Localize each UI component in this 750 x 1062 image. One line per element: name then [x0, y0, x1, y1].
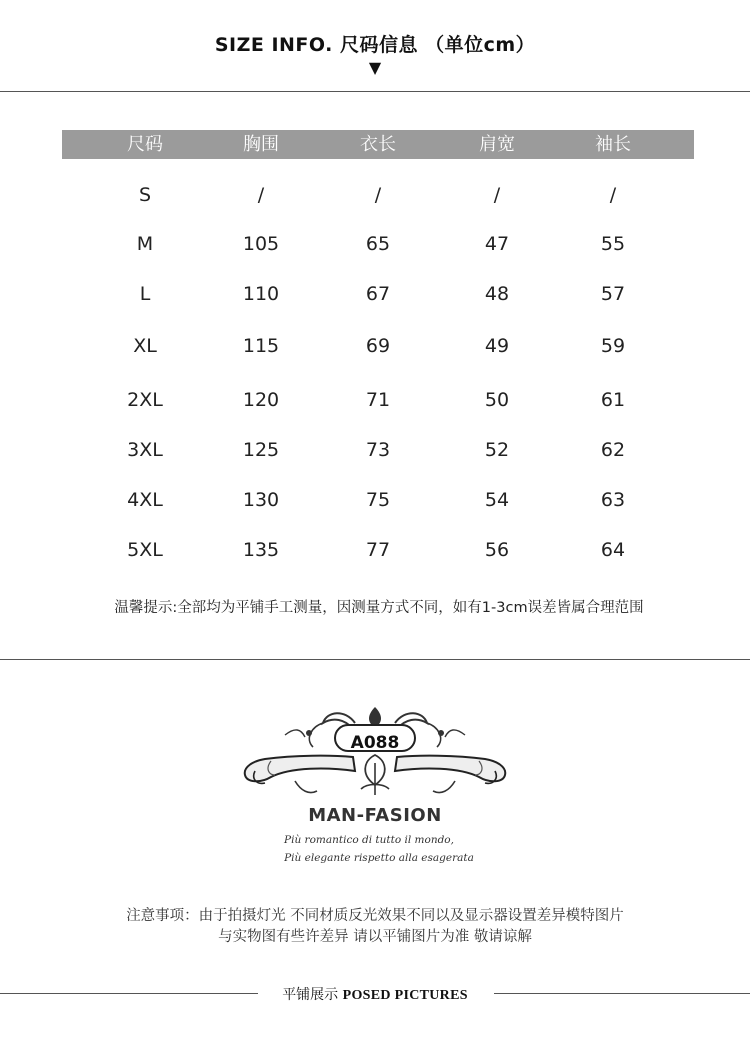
table-cell: 2XL — [127, 389, 163, 411]
table-row — [0, 279, 750, 309]
table-cell: 130 — [242, 489, 280, 511]
table-cell: 65 — [365, 233, 391, 255]
table-cell: 125 — [242, 439, 280, 461]
table-cell: 64 — [600, 539, 626, 561]
table-row — [0, 485, 750, 515]
table-cell: 120 — [242, 389, 280, 411]
size-info-title: SIZE INFO. 尺码信息 （单位cm） — [214, 34, 536, 56]
logo-code: A088 — [350, 733, 400, 753]
table-cell: 77 — [365, 539, 391, 561]
column-header-size: 尺码 — [127, 134, 163, 155]
table-cell: 62 — [600, 439, 626, 461]
section-title-en: POSED PICTURES — [342, 988, 468, 1003]
table-cell: 57 — [600, 283, 626, 305]
table-row — [0, 435, 750, 465]
table-cell: 75 — [365, 489, 391, 511]
middle-divider — [0, 659, 750, 660]
table-cell: 49 — [484, 335, 510, 357]
table-cell: 55 — [600, 233, 626, 255]
table-cell: 105 — [242, 233, 280, 255]
notice-line-1: 注意事项：由于拍摄灯光 不同材质反光效果不同以及显示器设置差异模特图片 — [126, 908, 624, 924]
table-cell: 59 — [600, 335, 626, 357]
table-cell: 61 — [600, 389, 626, 411]
table-cell: 52 — [484, 439, 510, 461]
down-arrow-icon: ▼ — [368, 58, 382, 77]
table-row — [0, 331, 750, 361]
column-header-chest: 胸围 — [243, 134, 279, 155]
table-cell: 47 — [484, 233, 510, 255]
notice-line-2: 与实物图有些许差异 请以平铺图片为准 敬请谅解 — [218, 929, 532, 945]
table-cell: 63 — [600, 489, 626, 511]
size-table-header — [62, 130, 694, 159]
table-cell: 110 — [242, 283, 280, 305]
section-title-cn: 平铺展示 — [282, 987, 339, 1003]
table-cell: 56 — [484, 539, 510, 561]
table-row — [0, 229, 750, 259]
table-cell: 71 — [365, 389, 391, 411]
table-cell: 115 — [242, 335, 280, 357]
table-cell: 5XL — [127, 539, 163, 561]
brand-tagline-1: Più romantico di tutto il mondo, — [284, 834, 454, 846]
ornament-banner-icon — [235, 705, 515, 805]
brand-name: MAN-FASION — [308, 805, 442, 826]
table-cell: 4XL — [127, 489, 163, 511]
column-header-sleeve: 袖长 — [595, 134, 631, 155]
table-cell: M — [136, 233, 154, 255]
table-cell: 50 — [484, 389, 510, 411]
table-cell: / — [609, 184, 617, 206]
table-row — [0, 535, 750, 565]
column-header-shoulder: 肩宽 — [479, 134, 515, 155]
table-cell: 48 — [484, 283, 510, 305]
table-cell: / — [493, 184, 501, 206]
table-row — [0, 385, 750, 415]
measurement-note: 温馨提示:全部均为平铺手工测量，因测量方式不同，如有1-3cm误差皆属合理范围 — [114, 600, 644, 616]
table-cell: 54 — [484, 489, 510, 511]
table-cell: 3XL — [127, 439, 163, 461]
table-cell: 135 — [242, 539, 280, 561]
brand-logo — [235, 705, 515, 875]
column-header-length: 衣长 — [360, 134, 396, 155]
top-divider — [0, 91, 750, 92]
table-cell: 73 — [365, 439, 391, 461]
table-cell: / — [257, 184, 265, 206]
table-cell: XL — [133, 335, 157, 357]
table-cell: L — [139, 283, 151, 305]
table-cell: S — [138, 184, 152, 206]
table-cell: 69 — [365, 335, 391, 357]
table-cell: / — [374, 184, 382, 206]
table-cell: 67 — [365, 283, 391, 305]
table-row — [0, 180, 750, 210]
brand-tagline-2: Più elegante rispetto alla esagerata — [284, 852, 474, 864]
section-title — [0, 984, 750, 1004]
